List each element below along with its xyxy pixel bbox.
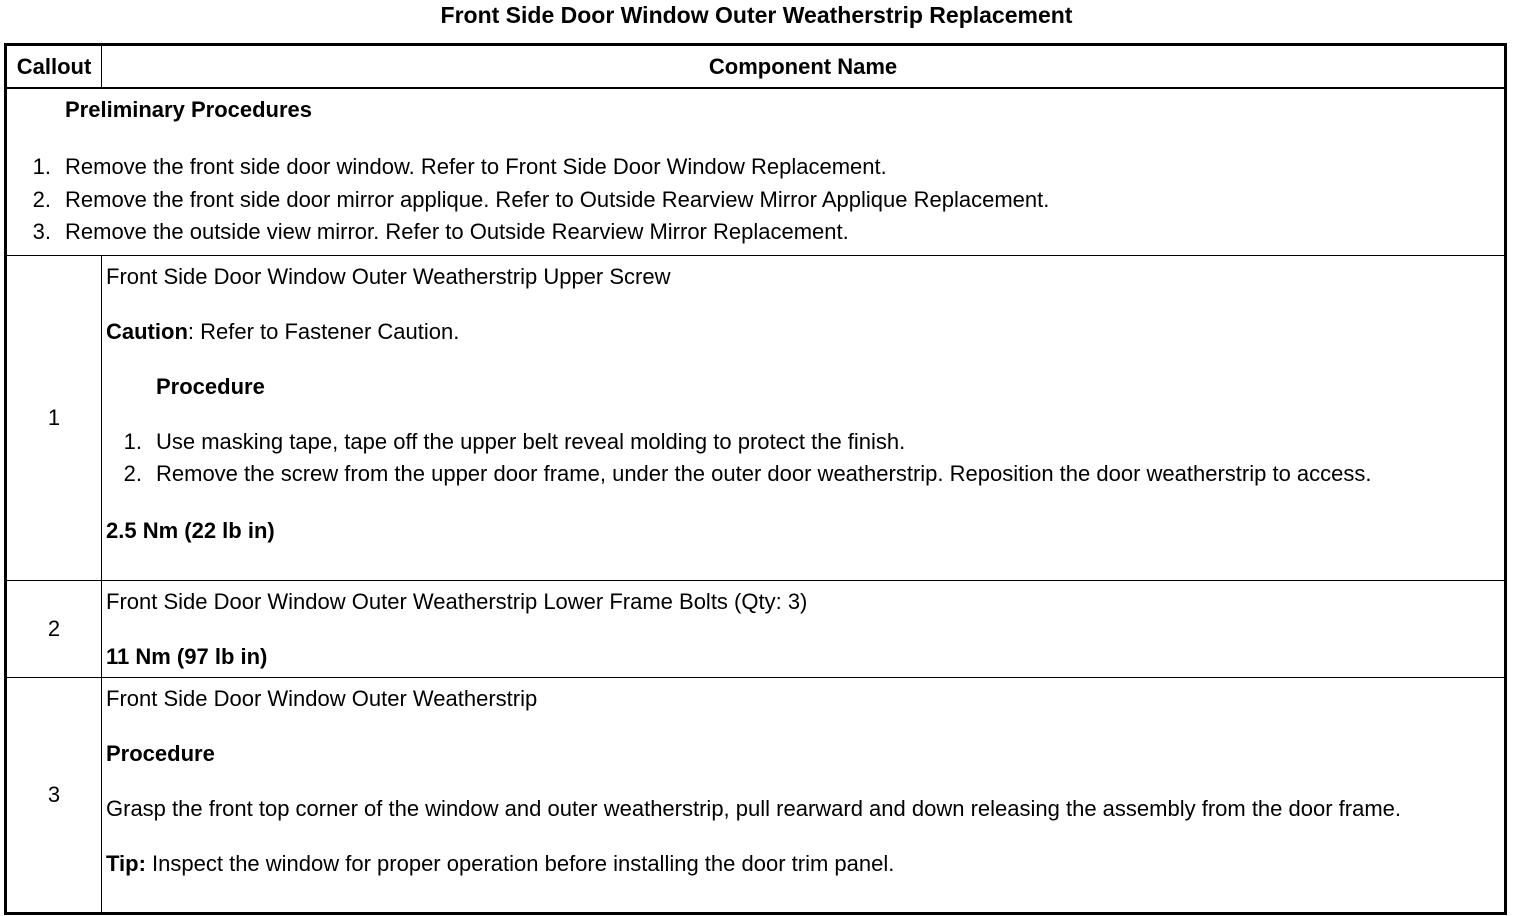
table-row xyxy=(6,580,1506,677)
component-name: Front Side Door Window Outer Weatherstrip Lower Frame Bolts (Qty: 3) xyxy=(106,588,808,614)
step-text: Remove the screw from the upper door frame, under the outer door weatherstrip. Reposition the door weatherstrip to access. xyxy=(156,460,1372,486)
preliminary-row xyxy=(6,88,1506,255)
step-number: 3. xyxy=(32,219,51,244)
list-item xyxy=(106,427,1496,457)
step-text: Use masking tape, tape off the upper belt reveal molding to protect the finish. xyxy=(156,428,906,454)
list-item xyxy=(7,151,1504,184)
step-text: Remove the front side door mirror applique. Refer to Outside Rearview Mirror Applique Replacement. xyxy=(65,186,1050,212)
torque-spec: 11 Nm (97 lb in) xyxy=(106,643,268,669)
step-number: 1. xyxy=(123,428,142,454)
component-name: Front Side Door Window Outer Weatherstrip Upper Screw xyxy=(106,263,671,289)
procedure-heading: Procedure xyxy=(106,740,215,766)
callout-header: Callout xyxy=(6,45,102,89)
table-row xyxy=(6,255,1506,580)
component-cell xyxy=(102,255,1506,580)
component-table xyxy=(4,43,1507,915)
procedure-steps xyxy=(106,427,1496,489)
step-text: Remove the outside view mirror. Refer to Outside Rearview Mirror Replacement. xyxy=(65,219,849,244)
list-item xyxy=(7,184,1504,217)
tip-label: Tip: xyxy=(106,850,146,876)
callout-number: 3 xyxy=(6,677,102,913)
preliminary-heading: Preliminary Procedures xyxy=(65,97,313,122)
callout-number: 2 xyxy=(6,580,102,677)
component-cell xyxy=(102,677,1506,913)
procedure-text: Grasp the front top corner of the window and outer weatherstrip, pull rearward and down releasing the assembly from the door frame. xyxy=(106,795,1402,821)
step-number: 2. xyxy=(123,460,142,486)
caution-note xyxy=(106,317,1496,347)
step-text: Remove the front side door window. Refer to Front Side Door Window Replacement. xyxy=(65,154,887,179)
caution-label: Caution xyxy=(106,318,188,344)
component-name-header: Component Name xyxy=(102,45,1506,89)
preliminary-cell xyxy=(6,88,1506,255)
component-cell xyxy=(102,580,1506,677)
caution-text: : Refer to Fastener Caution. xyxy=(187,318,460,344)
component-name: Front Side Door Window Outer Weatherstrip xyxy=(106,685,538,711)
preliminary-steps xyxy=(7,151,1504,249)
list-item xyxy=(106,459,1496,489)
tip-text: Inspect the window for proper operation before installing the door trim panel. xyxy=(145,850,895,876)
table-row xyxy=(6,677,1506,913)
step-number: 1. xyxy=(32,154,51,179)
list-item xyxy=(7,216,1504,249)
tip-note xyxy=(106,849,1496,879)
step-number: 2. xyxy=(32,186,51,212)
procedure-heading: Procedure xyxy=(156,373,265,399)
table-header-row xyxy=(6,45,1506,89)
torque-spec: 2.5 Nm (22 lb in) xyxy=(106,517,275,543)
callout-number: 1 xyxy=(6,255,102,580)
page-title: Front Side Door Window Outer Weatherstrip Replacement xyxy=(440,2,1073,28)
